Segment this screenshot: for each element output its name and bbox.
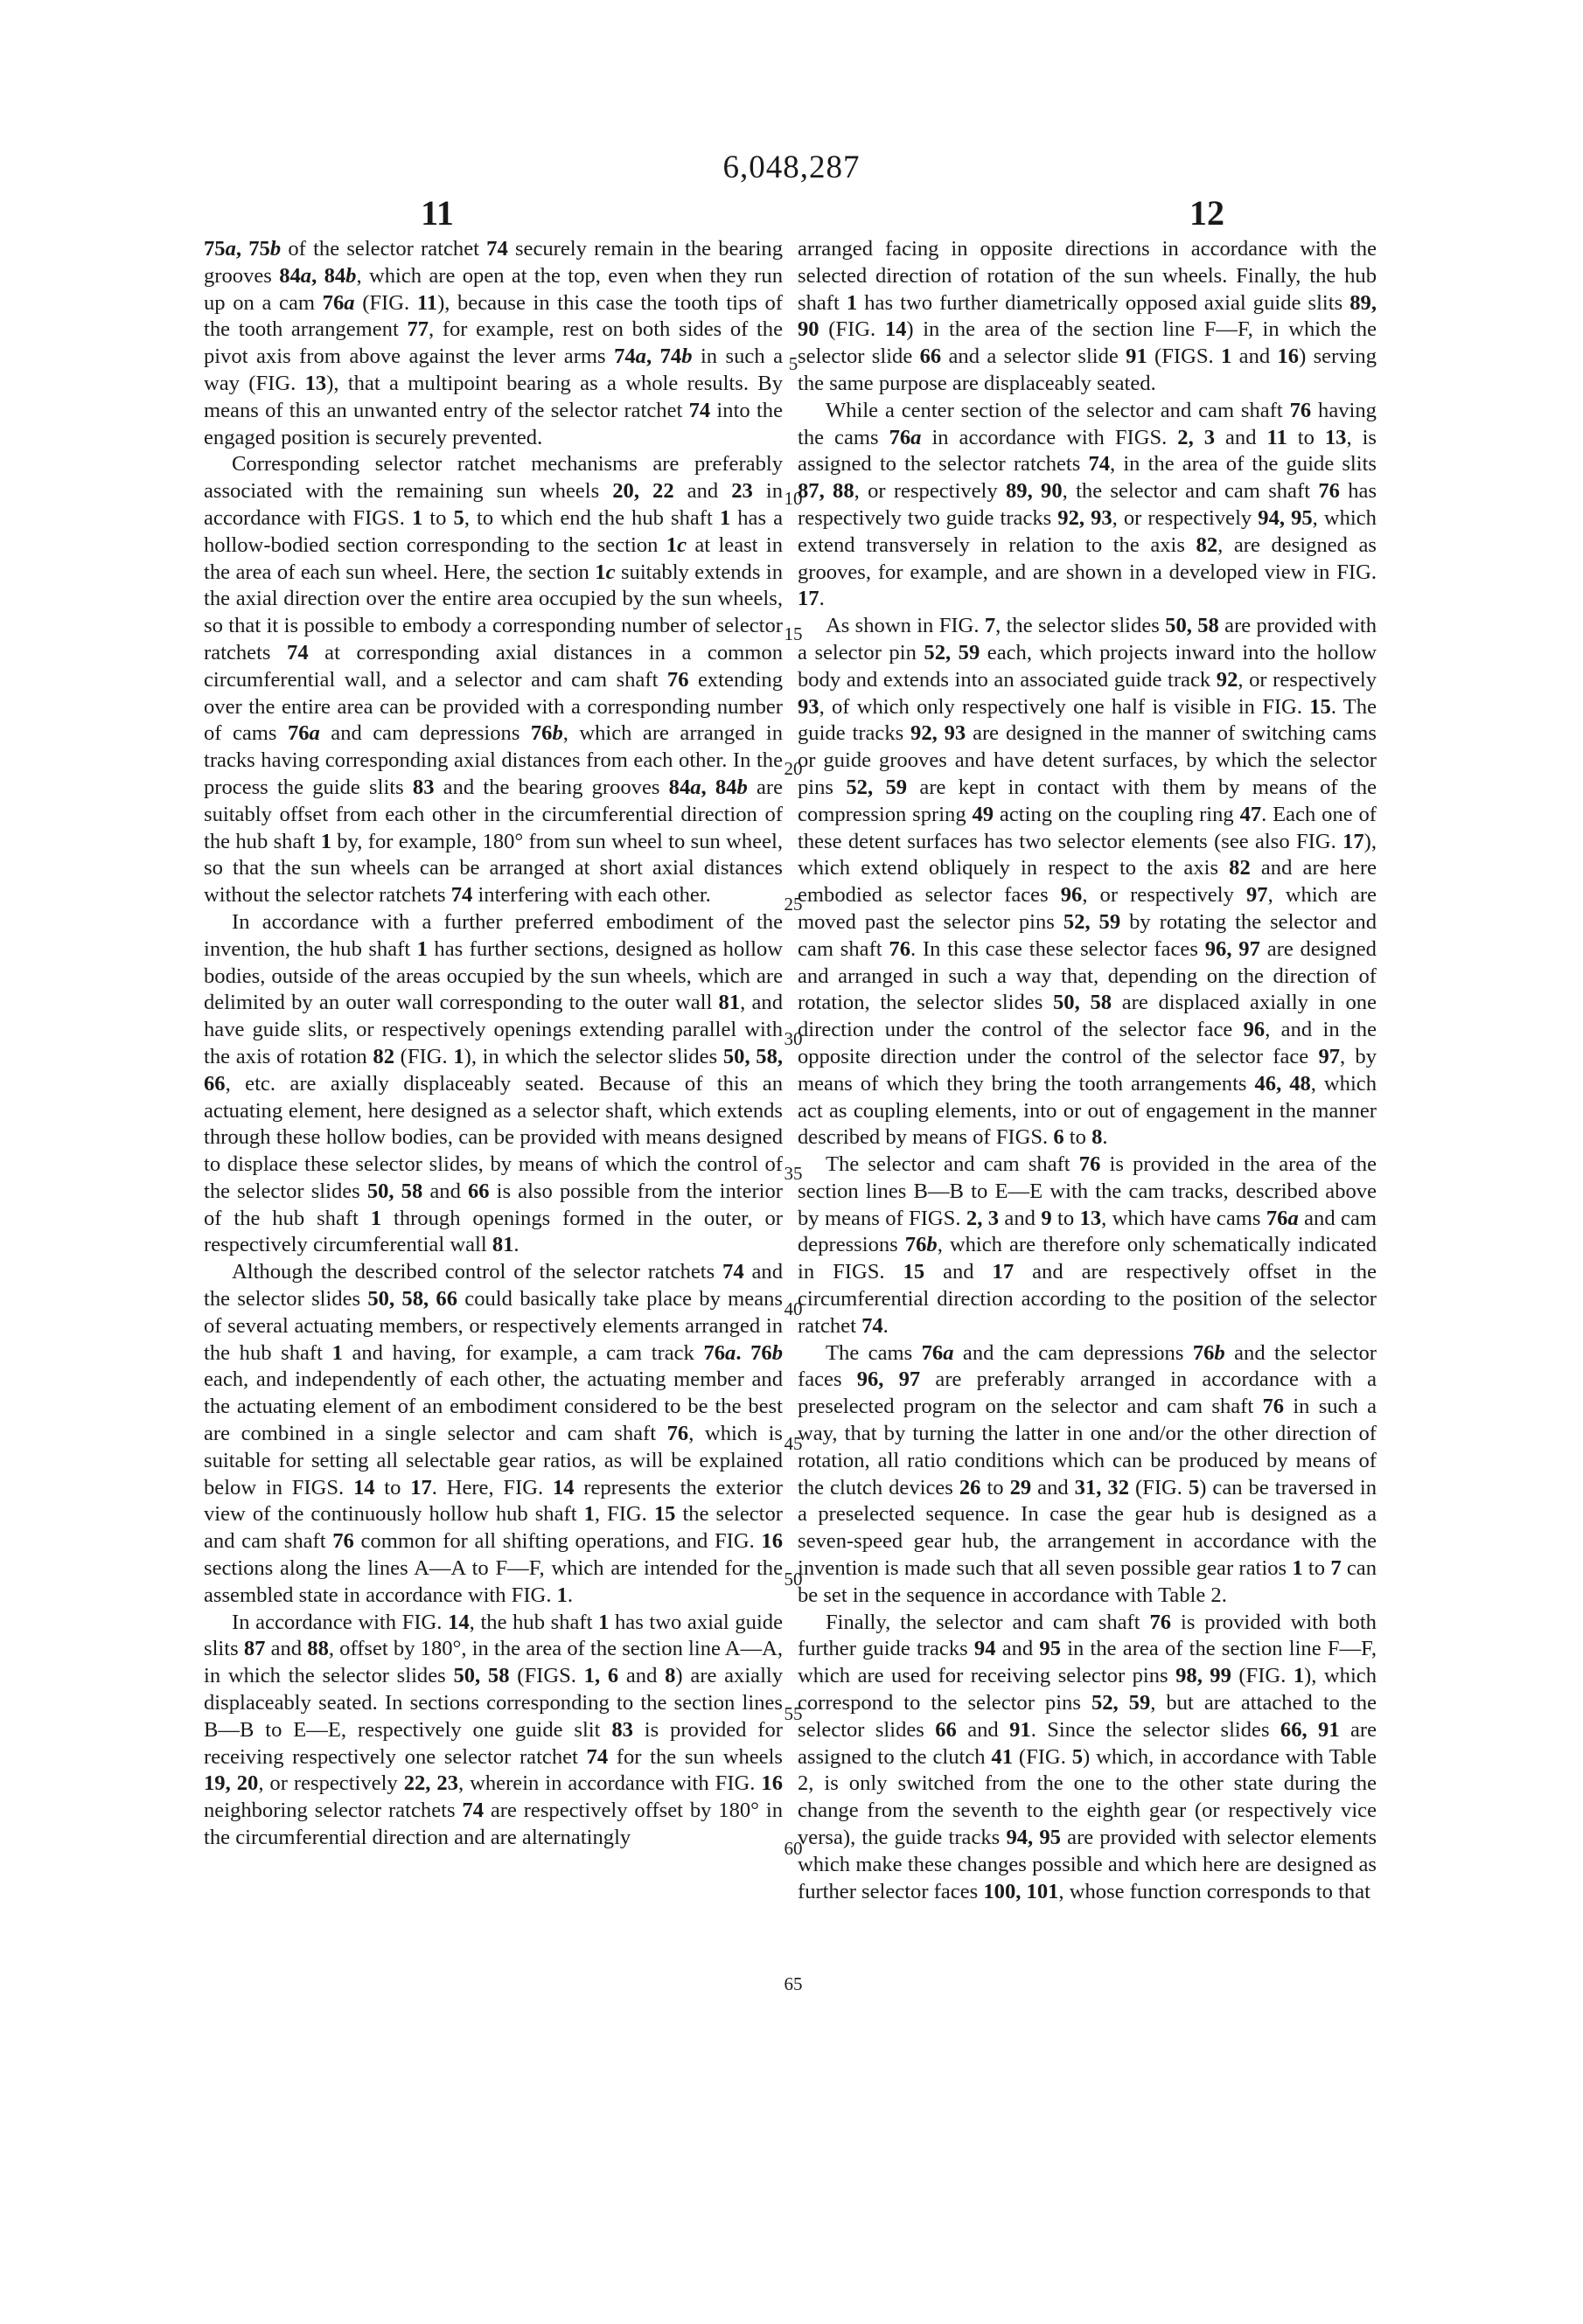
line-number: 25 (784, 893, 803, 915)
line-number: 10 (784, 488, 803, 510)
paragraph: The cams 76a and the cam depressions 76b and the selector faces 96, 97 are preferably arranged in accordance with a preselected program on the selector and cam shaft 76 in such a way, that by turning the latter in one and/or the other direction of rotation, all ratio conditions which can be produced by means of the clutch devices 26 to 29 and 31, 32 (FIG. 5) can be traversed in a preselected sequence. In case the gear hub is designed as a seven-speed gear hub, the arrangement in accordance with the invention is made such that all seven possible gear ratios 1 to 7 can be set in the sequence in accordance with Table 2. (798, 1340, 1377, 1607)
line-number: 50 (784, 1568, 803, 1590)
paragraph: Corresponding selector ratchet mechanisms are preferably associated with the remaining sun wheels 20, 22 and 23 in accordance with FIGS. 1 to 5, to which end the hub shaft 1 has a hollow-bodied section corresponding to the section 1c at least in the area of each sun wheel. Here, the section 1c suitably extends in the axial direction over the entire area occupied by the sun wheels, so that it is possible to embody a corresponding number of selector ratchets 74 at corresponding axial distances in a common circumferential wall, and a selector and cam shaft 76 extending over the entire area can be provided with a corresponding number of cams 76a and cam depressions 76b, which are arranged in tracks having corresponding axial distances from each other. In the process the guide slits 83 and the bearing grooves 84a, 84b are suitably offset from each other in the circumferential direction of the hub shaft 1 by, for example, 180° from sun wheel to sun wheel, so that the sun wheels can be arranged at short axial distances without the selector ratchets 74 interfering with each other. (204, 452, 784, 908)
line-number: 60 (784, 1838, 803, 1860)
patent-number: 6,048,287 (722, 150, 861, 185)
line-number: 30 (784, 1028, 803, 1049)
paragraph: Finally, the selector and cam shaft 76 is provided with both further guide tracks 94 and 95 in the area of the section line F—F, which are used for receiving selector pins 98, 99 (FIG. 1), which correspond to the selector pins 52, 59, but are attached to the selector slides 66 and 91. Since the selector slides 66, 91 are assigned to the clutch 41 (FIG. 5) which, in accordance with Table 2, is only switched from the one to the other state during the change from the seventh to the eighth gear (or respectively vice versa), the guide tracks 94, 95 are provided with selector elements which make these changes possible and which here are designed as further selector faces 100, 101, whose function corresponds to that (798, 1610, 1377, 1903)
line-number: 5 (788, 353, 798, 374)
paragraph: arranged facing in opposite directions in accordance with the selected direction of rotation of the sun wheels. Finally, the hub shaft 1 has two further diametrically opposed axial guide slits 89, 90 (FIG. 14) in the area of the section line F—F, in which the selector slide 66 and a selector slide 91 (FIGS. 1 and 16) serving the same purpose are displaceably seated. (798, 237, 1377, 395)
paragraph: In accordance with FIG. 14, the hub shaft 1 has two axial guide slits 87 and 88, offset by 180°, in the area of the section line A—A, in which the selector slides 50, 58 (FIGS. 1, 6 and 8) are axially displaceably seated. In sections corresponding to the section lines B—B to E—E, respectively one guide slit 83 is provided for receiving respectively one selector ratchet 74 for the sun wheels 19, 20, or respectively 22, 23, wherein in accordance with FIG. 16 neighboring selector ratchets 74 are respectively offset by 180° in the circumferential direction and are alternatingly (204, 1610, 784, 1850)
column-number-right: 12 (1189, 193, 1224, 233)
line-number: 40 (784, 1298, 803, 1319)
right-text-column (798, 236, 1377, 1905)
left-text-column (204, 236, 783, 1852)
paragraph: As shown in FIG. 7, the selector slides 50, 58 are provided with a selector pin 52, 59 each, which projects inward into the hollow body and extends into an associated guide track 92, or respectively 93, of which only respectively one half is visible in FIG. 15. The guide tracks 92, 93 are designed in the manner of switching cams or guide grooves and have detent surfaces, by which the selector pins 52, 59 are kept in contact with them by means of the compression spring 49 acting on the coupling ring 47. Each one of these detent surfaces has two selector elements (see also FIG. 17), which extend obliquely in respect to the axis 82 and are here embodied as selector faces 96, or respectively 97, which are moved past the selector pins 52, 59 by rotating the selector and cam shaft 76. In this case these selector faces 96, 97 are designed and arranged in such a way that, depending on the direction of rotation, the selector slides 50, 58 are displaced axially in one direction under the control of the selector face 96, and in the opposite direction under the control of the selector face 97, by means of which they bring the tooth arrangements 46, 48, which act as coupling elements, into or out of engagement in the manner described by means of FIGS. 6 to 8. (798, 614, 1377, 1150)
paragraph: In accordance with a further preferred embodiment of the invention, the hub shaft 1 has further sections, designed as hollow bodies, outside of the areas occupied by the sun wheels, which are delimited by an outer wall corresponding to the outer wall 81, and have guide slits, or respectively openings extending parallel with the axis of rotation 82 (FIG. 1), in which the selector slides 50, 58, 66, etc. are axially displaceably seated. Because of this an actuating element, here designed as a selector shaft, which extends through these hollow bodies, can be provided with means designed to displace these selector slides, by means of which the control of the selector slides 50, 58 and 66 is also possible from the interior of the hub shaft 1 through openings formed in the outer, or respectively circumferential wall 81. (204, 909, 784, 1257)
line-number: 45 (784, 1433, 803, 1455)
line-number: 35 (784, 1163, 803, 1185)
line-number: 55 (784, 1703, 803, 1724)
paragraph: Although the described control of the selector ratchets 74 and the selector slides 50, 58, 66 could basically take place by means of several actuating members, or respectively elements arranged in the hub shaft 1 and having, for example, a cam track 76a. 76b each, and independently of each other, the actuating member and the actuating element of an embodiment considered to be the best are combined in a single selector and cam shaft 76, which is suitable for setting all selectable gear ratios, as will be explained below in FIGS. 14 to 17. Here, FIG. 14 represents the exterior view of the continuously hollow hub shaft 1, FIG. 15 the selector and cam shaft 76 common for all shifting operations, and FIG. 16 sections along the lines A—A to F—F, which are intended for the assembled state in accordance with FIG. 1. (204, 1260, 784, 1607)
paragraph: 75a, 75b of the selector ratchet 74 securely remain in the bearing grooves 84a, 84b, which are open at the top, even when they run up on a cam 76a (FIG. 11), because in this case the tooth tips of the tooth arrangement 77, for example, rest on both sides of the pivot axis from above against the lever arms 74a, 74b in such a way (FIG. 13), that a multipoint bearing as a whole results. By means of this an unwanted entry of the selector ratchet 74 into the engaged position is securely prevented. (204, 237, 784, 449)
paragraph: The selector and cam shaft 76 is provided in the area of the section lines B—B to E—E with the cam tracks, described above by means of FIGS. 2, 3 and 9 to 13, which have cams 76a and cam depressions 76b, which are therefore only schematically indicated in FIGS. 15 and 17 and are respectively offset in the circumferential direction according to the position of the selector ratchet 74. (798, 1152, 1377, 1338)
column-number-left: 11 (421, 193, 454, 233)
paragraph: While a center section of the selector and cam shaft 76 having the cams 76a in accordance with FIGS. 2, 3 and 11 to 13, is assigned to the selector ratchets 74, in the area of the guide slits 87, 88, or respectively 89, 90, the selector and cam shaft 76 has respectively two guide tracks 92, 93, or respectively 94, 95, which extend transversely in relation to the axis 82, are designed as grooves, for example, and are shown in a developed view in FIG. 17. (798, 398, 1377, 611)
line-number: 15 (784, 623, 803, 644)
line-number: 65 (784, 1973, 803, 1994)
line-number: 20 (784, 758, 803, 780)
